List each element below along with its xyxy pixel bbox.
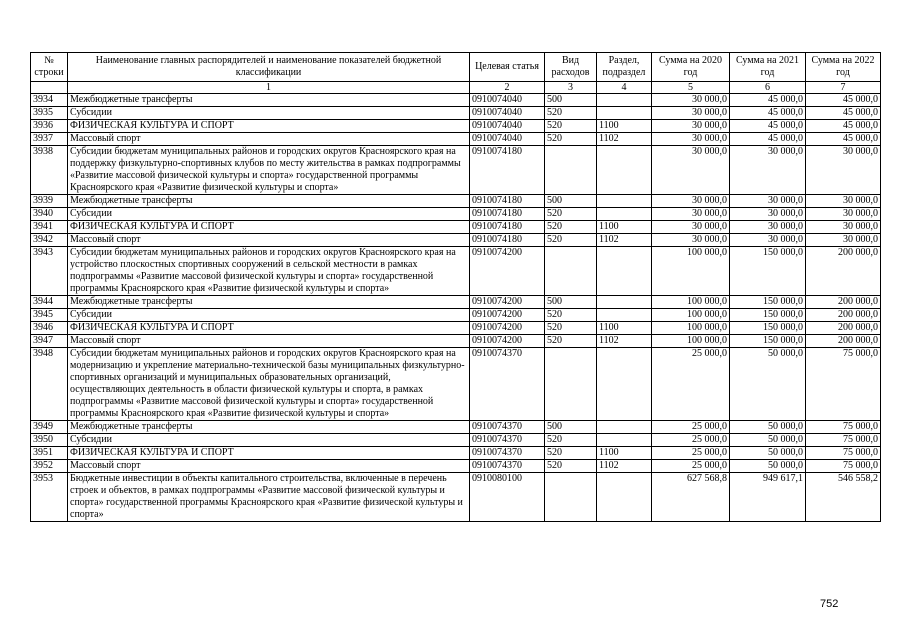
row-name: Субсидии: [68, 107, 470, 120]
row-expense-kind: [545, 473, 597, 522]
row-number: 3936: [31, 120, 68, 133]
row-sum-2021: 30 000,0: [730, 208, 806, 221]
row-sum-2021: 30 000,0: [730, 146, 806, 195]
row-expense-kind: [545, 348, 597, 421]
row-sum-2022: 200 000,0: [806, 335, 881, 348]
header-section: Раздел, подраздел: [597, 53, 652, 82]
row-sum-2021: 30 000,0: [730, 221, 806, 234]
column-number: 3: [545, 82, 597, 94]
row-sum-2021: 45 000,0: [730, 133, 806, 146]
row-section: 1100: [597, 322, 652, 335]
row-expense-kind: 500: [545, 195, 597, 208]
table-row: [31, 473, 881, 522]
row-expense-kind: 500: [545, 94, 597, 107]
row-name: Массовый спорт: [68, 335, 470, 348]
row-number: 3949: [31, 421, 68, 434]
row-sum-2022: 45 000,0: [806, 107, 881, 120]
row-sum-2021: 50 000,0: [730, 460, 806, 473]
row-sum-2022: 45 000,0: [806, 120, 881, 133]
row-sum-2021: 150 000,0: [730, 335, 806, 348]
row-target-article: 0910074200: [470, 247, 545, 296]
row-sum-2022: 546 558,2: [806, 473, 881, 522]
row-name: Субсидии бюджетам муниципальных районов и городских округов Красноярского края на поддержку физкультурно-спортивных клубов по месту жительства в рамках подпрограммы «Развитие массовой физической культуры и спорта» государственной программы Красноярского края «Развитие физической культуры и спорта»: [68, 146, 470, 195]
table-row: [31, 447, 881, 460]
row-number: 3950: [31, 434, 68, 447]
row-name: Субсидии: [68, 434, 470, 447]
budget-table: [30, 52, 881, 522]
row-section: [597, 94, 652, 107]
row-target-article: 0910074180: [470, 146, 545, 195]
row-sum-2022: 200 000,0: [806, 296, 881, 309]
row-section: 1100: [597, 120, 652, 133]
row-expense-kind: 520: [545, 120, 597, 133]
row-target-article: 0910074040: [470, 120, 545, 133]
row-expense-kind: 520: [545, 107, 597, 120]
row-target-article: 0910074180: [470, 221, 545, 234]
row-section: 1100: [597, 221, 652, 234]
row-section: [597, 309, 652, 322]
row-sum-2021: 45 000,0: [730, 94, 806, 107]
row-name: ФИЗИЧЕСКАЯ КУЛЬТУРА И СПОРТ: [68, 322, 470, 335]
table-row: [31, 421, 881, 434]
row-sum-2022: 75 000,0: [806, 447, 881, 460]
row-expense-kind: 520: [545, 133, 597, 146]
row-sum-2022: 75 000,0: [806, 348, 881, 421]
table-row: [31, 247, 881, 296]
row-sum-2022: 30 000,0: [806, 234, 881, 247]
table-row: [31, 208, 881, 221]
row-number: 3952: [31, 460, 68, 473]
header-row: [31, 53, 881, 82]
row-name: Межбюджетные трансферты: [68, 421, 470, 434]
row-sum-2021: 150 000,0: [730, 309, 806, 322]
row-expense-kind: [545, 146, 597, 195]
row-section: [597, 208, 652, 221]
row-expense-kind: 520: [545, 460, 597, 473]
table-row: [31, 221, 881, 234]
row-expense-kind: 520: [545, 447, 597, 460]
table-row: [31, 322, 881, 335]
row-section: 1102: [597, 460, 652, 473]
row-number: 3934: [31, 94, 68, 107]
row-sum-2020: 30 000,0: [652, 107, 730, 120]
row-sum-2021: 150 000,0: [730, 322, 806, 335]
row-sum-2020: 100 000,0: [652, 296, 730, 309]
column-number-row: [31, 82, 881, 94]
table-row: [31, 309, 881, 322]
row-sum-2020: 100 000,0: [652, 335, 730, 348]
row-expense-kind: 520: [545, 309, 597, 322]
row-sum-2020: 30 000,0: [652, 133, 730, 146]
column-number: 4: [597, 82, 652, 94]
row-name: ФИЗИЧЕСКАЯ КУЛЬТУРА И СПОРТ: [68, 447, 470, 460]
row-section: [597, 348, 652, 421]
row-section: 1100: [597, 447, 652, 460]
row-target-article: 0910074180: [470, 208, 545, 221]
row-sum-2020: 30 000,0: [652, 94, 730, 107]
row-number: 3940: [31, 208, 68, 221]
row-name: Межбюджетные трансферты: [68, 94, 470, 107]
row-target-article: 0910074180: [470, 195, 545, 208]
row-number: 3935: [31, 107, 68, 120]
row-sum-2020: 30 000,0: [652, 208, 730, 221]
header-no: № строки: [31, 53, 68, 82]
row-target-article: 0910074370: [470, 434, 545, 447]
row-expense-kind: 520: [545, 322, 597, 335]
row-sum-2020: 100 000,0: [652, 322, 730, 335]
row-name: Межбюджетные трансферты: [68, 195, 470, 208]
page-number: 752: [820, 598, 839, 610]
row-target-article: 0910074200: [470, 309, 545, 322]
row-target-article: 0910074200: [470, 296, 545, 309]
row-sum-2020: 25 000,0: [652, 460, 730, 473]
row-sum-2022: 200 000,0: [806, 247, 881, 296]
row-sum-2022: 200 000,0: [806, 322, 881, 335]
row-sum-2021: 50 000,0: [730, 434, 806, 447]
header-kind: Вид расходов: [545, 53, 597, 82]
row-section: [597, 473, 652, 522]
row-number: 3945: [31, 309, 68, 322]
row-sum-2020: 30 000,0: [652, 120, 730, 133]
row-target-article: 0910074040: [470, 133, 545, 146]
row-sum-2022: 30 000,0: [806, 221, 881, 234]
row-section: [597, 247, 652, 296]
column-number: [31, 82, 68, 94]
row-target-article: 0910074370: [470, 447, 545, 460]
row-expense-kind: 500: [545, 296, 597, 309]
row-sum-2021: 45 000,0: [730, 120, 806, 133]
row-expense-kind: 500: [545, 421, 597, 434]
table-row: [31, 460, 881, 473]
row-expense-kind: [545, 247, 597, 296]
row-name: Субсидии бюджетам муниципальных районов и городских округов Красноярского края на модернизацию и укрепление материально-технической базы муниципальных физкультурно-спортивных организаций и муниципальных образовательных организаций, осуществляющих деятельность в области физической культуры и спорта, в рамках подпрограммы «Развитие массовой физической культуры и спорта» государственной программы Красноярского края «Развитие физической культуры и спорта»: [68, 348, 470, 421]
row-sum-2022: 30 000,0: [806, 146, 881, 195]
row-sum-2020: 25 000,0: [652, 421, 730, 434]
row-expense-kind: 520: [545, 434, 597, 447]
row-sum-2021: 50 000,0: [730, 421, 806, 434]
table-row: [31, 120, 881, 133]
row-section: [597, 107, 652, 120]
row-sum-2020: 25 000,0: [652, 434, 730, 447]
row-name: Субсидии бюджетам муниципальных районов и городских округов Красноярского края на устройство плоскостных спортивных сооружений в сельской местности в рамках подпрограммы «Развитие массовой физической культуры и спорта» государственной программы Красноярского края «Развитие физической культуры и спорта»: [68, 247, 470, 296]
table-row: [31, 146, 881, 195]
row-sum-2022: 75 000,0: [806, 460, 881, 473]
row-sum-2021: 949 617,1: [730, 473, 806, 522]
row-name: ФИЗИЧЕСКАЯ КУЛЬТУРА И СПОРТ: [68, 120, 470, 133]
row-section: [597, 421, 652, 434]
row-sum-2020: 25 000,0: [652, 447, 730, 460]
row-sum-2022: 45 000,0: [806, 133, 881, 146]
row-sum-2020: 627 568,8: [652, 473, 730, 522]
row-sum-2022: 30 000,0: [806, 195, 881, 208]
row-sum-2022: 45 000,0: [806, 94, 881, 107]
header-target: Целевая статья: [470, 53, 545, 82]
row-expense-kind: 520: [545, 221, 597, 234]
row-sum-2022: 30 000,0: [806, 208, 881, 221]
row-target-article: 0910074180: [470, 234, 545, 247]
row-sum-2021: 45 000,0: [730, 107, 806, 120]
row-name: Субсидии: [68, 208, 470, 221]
table-row: [31, 335, 881, 348]
table-body: [31, 94, 881, 522]
row-expense-kind: 520: [545, 335, 597, 348]
row-number: 3942: [31, 234, 68, 247]
row-sum-2021: 50 000,0: [730, 447, 806, 460]
table-row: [31, 348, 881, 421]
row-name: Бюджетные инвестиции в объекты капитального строительства, включенные в перечень строек и объектов, в рамках подпрограммы «Развитие массовой физической культуры и спорта» государственной программы Красноярского края «Развитие физической культуры и спорта»: [68, 473, 470, 522]
row-name: Массовый спорт: [68, 460, 470, 473]
table-row: [31, 107, 881, 120]
row-name: Субсидии: [68, 309, 470, 322]
row-sum-2020: 100 000,0: [652, 309, 730, 322]
row-target-article: 0910074040: [470, 107, 545, 120]
row-target-article: 0910074370: [470, 348, 545, 421]
row-number: 3947: [31, 335, 68, 348]
row-name: Межбюджетные трансферты: [68, 296, 470, 309]
table-row: [31, 296, 881, 309]
row-sum-2022: 75 000,0: [806, 421, 881, 434]
row-number: 3951: [31, 447, 68, 460]
row-sum-2020: 30 000,0: [652, 221, 730, 234]
column-number: 6: [730, 82, 806, 94]
row-sum-2022: 200 000,0: [806, 309, 881, 322]
row-sum-2022: 75 000,0: [806, 434, 881, 447]
table-row: [31, 234, 881, 247]
row-name: Массовый спорт: [68, 133, 470, 146]
row-number: 3944: [31, 296, 68, 309]
column-number: 1: [68, 82, 470, 94]
row-number: 3938: [31, 146, 68, 195]
row-sum-2020: 30 000,0: [652, 195, 730, 208]
column-number: 5: [652, 82, 730, 94]
row-section: [597, 195, 652, 208]
header-name: Наименование главных распорядителей и наименование показателей бюджетной классификации: [68, 53, 470, 82]
row-name: Массовый спорт: [68, 234, 470, 247]
row-target-article: 0910074370: [470, 421, 545, 434]
table-row: [31, 434, 881, 447]
row-target-article: 0910074200: [470, 335, 545, 348]
header-sum-2021: Сумма на 2021 год: [730, 53, 806, 82]
row-sum-2020: 25 000,0: [652, 348, 730, 421]
row-sum-2020: 30 000,0: [652, 234, 730, 247]
row-section: 1102: [597, 234, 652, 247]
table-row: [31, 133, 881, 146]
row-target-article: 0910074200: [470, 322, 545, 335]
row-number: 3946: [31, 322, 68, 335]
column-number: 2: [470, 82, 545, 94]
table-row: [31, 195, 881, 208]
row-number: 3943: [31, 247, 68, 296]
row-section: [597, 434, 652, 447]
row-target-article: 0910074040: [470, 94, 545, 107]
row-expense-kind: 520: [545, 208, 597, 221]
header-sum-2022: Сумма на 2022 год: [806, 53, 881, 82]
row-number: 3939: [31, 195, 68, 208]
row-number: 3937: [31, 133, 68, 146]
row-sum-2021: 50 000,0: [730, 348, 806, 421]
table-row: [31, 94, 881, 107]
row-number: 3941: [31, 221, 68, 234]
row-sum-2021: 30 000,0: [730, 234, 806, 247]
row-sum-2020: 30 000,0: [652, 146, 730, 195]
row-expense-kind: 520: [545, 234, 597, 247]
row-target-article: 0910074370: [470, 460, 545, 473]
row-section: 1102: [597, 335, 652, 348]
header-sum-2020: Сумма на 2020 год: [652, 53, 730, 82]
row-target-article: 0910080100: [470, 473, 545, 522]
row-number: 3948: [31, 348, 68, 421]
row-number: 3953: [31, 473, 68, 522]
row-section: 1102: [597, 133, 652, 146]
row-sum-2021: 150 000,0: [730, 247, 806, 296]
row-section: [597, 296, 652, 309]
row-sum-2021: 30 000,0: [730, 195, 806, 208]
row-sum-2021: 150 000,0: [730, 296, 806, 309]
row-section: [597, 146, 652, 195]
row-name: ФИЗИЧЕСКАЯ КУЛЬТУРА И СПОРТ: [68, 221, 470, 234]
column-number: 7: [806, 82, 881, 94]
row-sum-2020: 100 000,0: [652, 247, 730, 296]
